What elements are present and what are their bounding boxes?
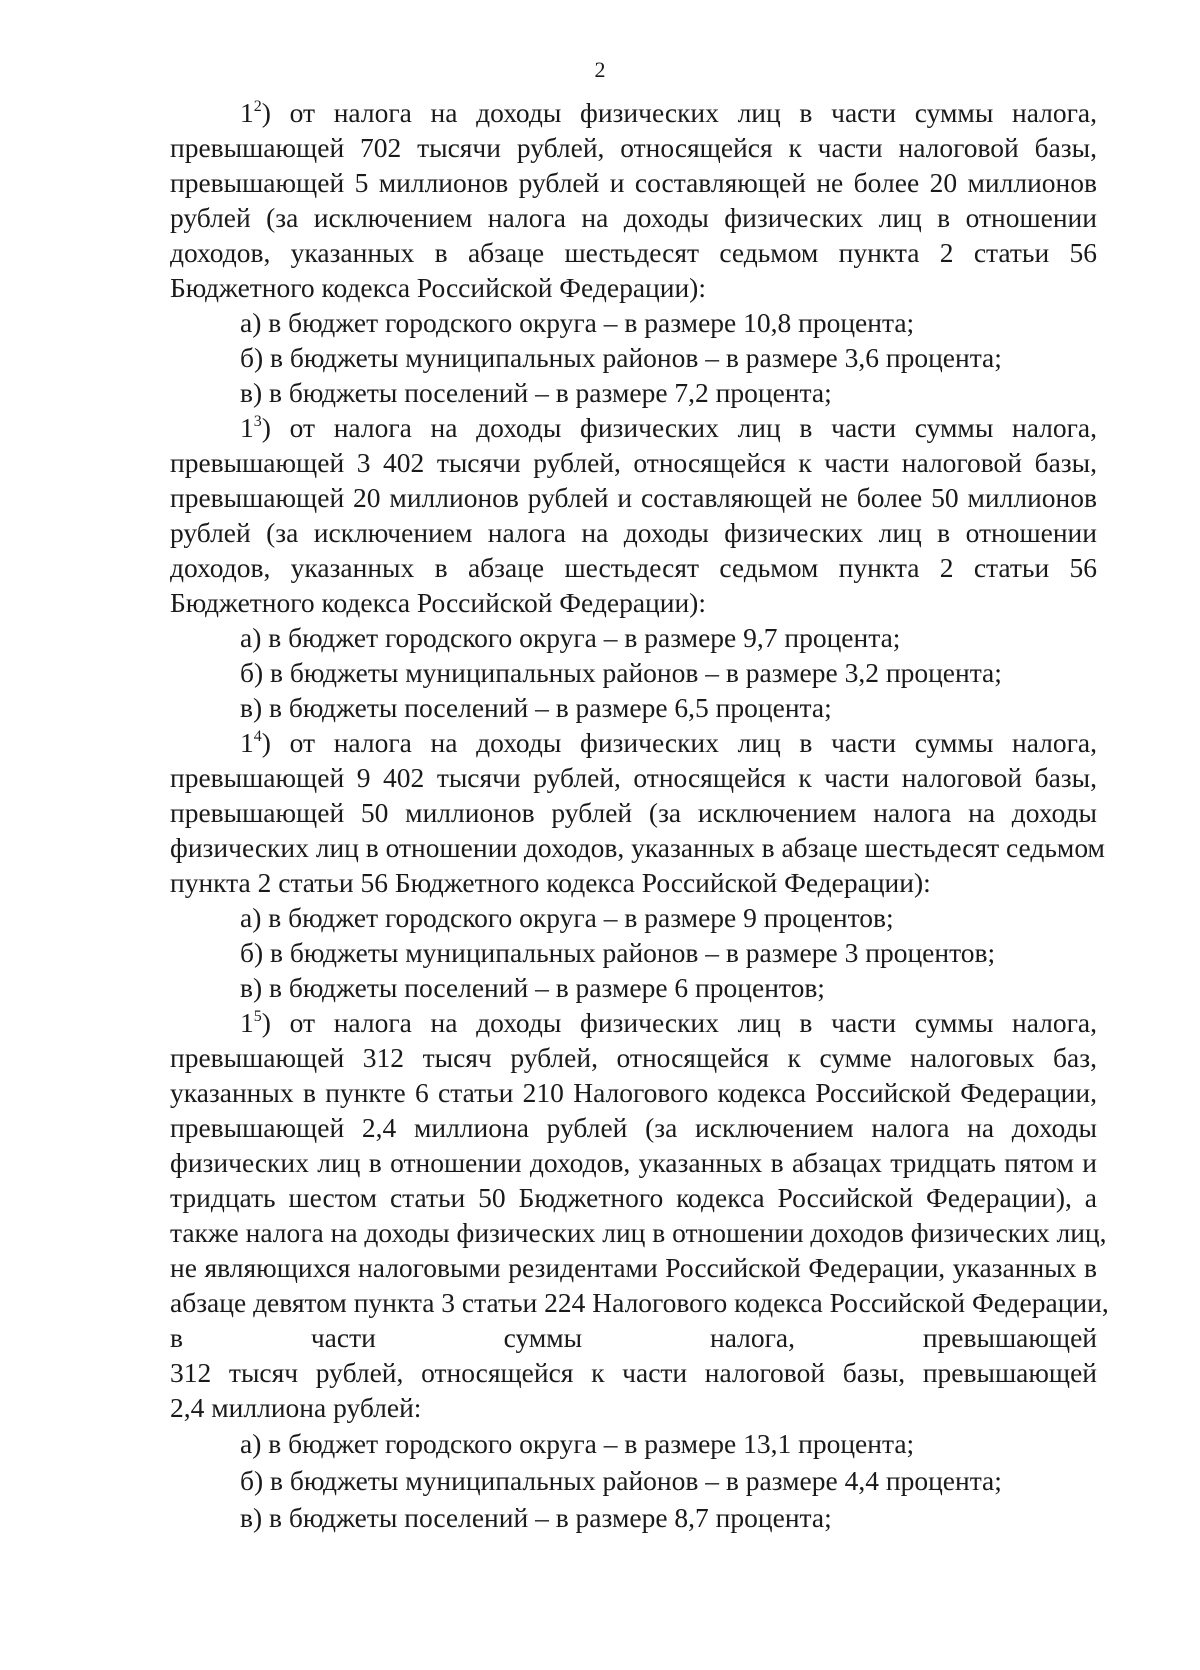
paragraph-line: превышающей 50 миллионов рублей (за исключением налога на доходы	[170, 797, 1097, 828]
subitem-line: в) в бюджеты поселений – в размере 6 процентов;	[240, 972, 825, 1003]
subitem-line: в) в бюджеты поселений – в размере 7,2 процента;	[240, 377, 832, 408]
item-number: 1	[240, 727, 254, 758]
paragraph-line: в части суммы налога, превышающей	[170, 1322, 1097, 1353]
paragraph-line: превышающей 3 402 тысячи рублей, относящейся к части налоговой базы,	[170, 447, 1097, 478]
paragraph-line: 312 тысяч рублей, относящейся к части налоговой базы, превышающей	[170, 1357, 1097, 1388]
section-item	[170, 725, 1105, 1005]
paragraph-line: превышающей 2,4 миллиона рублей (за исключением налога на доходы	[170, 1112, 1097, 1143]
paragraph-line: превышающей 312 тысяч рублей, относящейся к сумме налоговых баз,	[170, 1042, 1097, 1073]
subitem-line: в) в бюджеты поселений – в размере 6,5 процента;	[240, 692, 832, 723]
item-superscript: 5	[253, 1008, 262, 1025]
subitem-line: а) в бюджет городского округа – в размере 9,7 процента;	[240, 622, 901, 653]
line-text: ) от налога на доходы физических лиц в части суммы налога,	[261, 412, 1097, 443]
paragraph-last-line: Бюджетного кодекса Российской Федерации):	[170, 587, 706, 618]
paragraph-line: также налога на доходы физических лиц в отношении доходов физических лиц,	[170, 1217, 1107, 1248]
subitem-line: а) в бюджет городского округа – в размере 10,8 процента;	[240, 307, 915, 338]
section-item	[170, 410, 1097, 725]
subitem-line: б) в бюджеты муниципальных районов – в размере 3 процентов;	[240, 937, 996, 968]
paragraph-line: доходов, указанных в абзаце шестьдесят седьмом пункта 2 статьи 56	[170, 237, 1097, 268]
paragraph-first-line	[170, 95, 1097, 130]
paragraph-last-line: пункта 2 статьи 56 Бюджетного кодекса Российской Федерации):	[170, 867, 931, 898]
paragraph-line: превышающей 9 402 тысячи рублей, относящейся к части налоговой базы,	[170, 762, 1097, 793]
line-text: ) от налога на доходы физических лиц в части суммы налога,	[261, 1007, 1097, 1038]
paragraph-line: физических лиц в отношении доходов, указанных в абзаце шестьдесят седьмом	[170, 832, 1105, 863]
item-superscript: 2	[253, 98, 262, 115]
paragraph-line: превышающей 5 миллионов рублей и составляющей не более 20 миллионов	[170, 167, 1097, 198]
paragraph-first-line	[170, 1005, 1097, 1040]
item-superscript: 4	[253, 728, 262, 745]
paragraph-line: указанных в пункте 6 статьи 210 Налогового кодекса Российской Федерации,	[170, 1077, 1097, 1108]
paragraph-line: не являющихся налоговыми резидентами Российской Федерации, указанных в	[170, 1252, 1097, 1283]
subitem-line: а) в бюджет городского округа – в размере 13,1 процента;	[240, 1428, 915, 1459]
subitem-line: в) в бюджеты поселений – в размере 8,7 процента;	[240, 1502, 832, 1533]
paragraph-first-line	[170, 410, 1097, 445]
section-item	[170, 95, 1097, 410]
subitem-line: а) в бюджет городского округа – в размере 9 процентов;	[240, 902, 894, 933]
paragraph-last-line: Бюджетного кодекса Российской Федерации):	[170, 272, 706, 303]
document-body	[170, 95, 1109, 1536]
paragraph-line: абзаце девятом пункта 3 статьи 224 Налогового кодекса Российской Федерации,	[170, 1287, 1109, 1318]
line-text: ) от налога на доходы физических лиц в части суммы налога,	[261, 97, 1097, 128]
section-item	[170, 1005, 1109, 1536]
paragraph-line: тридцать шестом статьи 50 Бюджетного кодекса Российской Федерации), а	[170, 1182, 1097, 1213]
paragraph-line: физических лиц в отношении доходов, указанных в абзацах тридцать пятом и	[170, 1147, 1097, 1178]
paragraph-line: доходов, указанных в абзаце шестьдесят седьмом пункта 2 статьи 56	[170, 552, 1097, 583]
subitem-line: б) в бюджеты муниципальных районов – в размере 4,4 процента;	[240, 1465, 1002, 1496]
paragraph-last-line: 2,4 миллиона рублей:	[170, 1392, 422, 1423]
paragraph-first-line	[170, 725, 1097, 760]
item-superscript: 3	[253, 413, 262, 430]
line-text: ) от налога на доходы физических лиц в части суммы налога,	[261, 727, 1097, 758]
page-number: 2	[594, 57, 606, 82]
item-number: 1	[240, 97, 254, 128]
item-number: 1	[240, 412, 254, 443]
paragraph-line: рублей (за исключением налога на доходы физических лиц в отношении	[170, 202, 1097, 233]
paragraph-line: рублей (за исключением налога на доходы физических лиц в отношении	[170, 517, 1097, 548]
paragraph-line: превышающей 702 тысячи рублей, относящейся к части налоговой базы,	[170, 132, 1097, 163]
subitem-line: б) в бюджеты муниципальных районов – в размере 3,2 процента;	[240, 657, 1002, 688]
subitem-line: б) в бюджеты муниципальных районов – в размере 3,6 процента;	[240, 342, 1002, 373]
item-number: 1	[240, 1007, 254, 1038]
paragraph-line: превышающей 20 миллионов рублей и составляющей не более 50 миллионов	[170, 482, 1097, 513]
